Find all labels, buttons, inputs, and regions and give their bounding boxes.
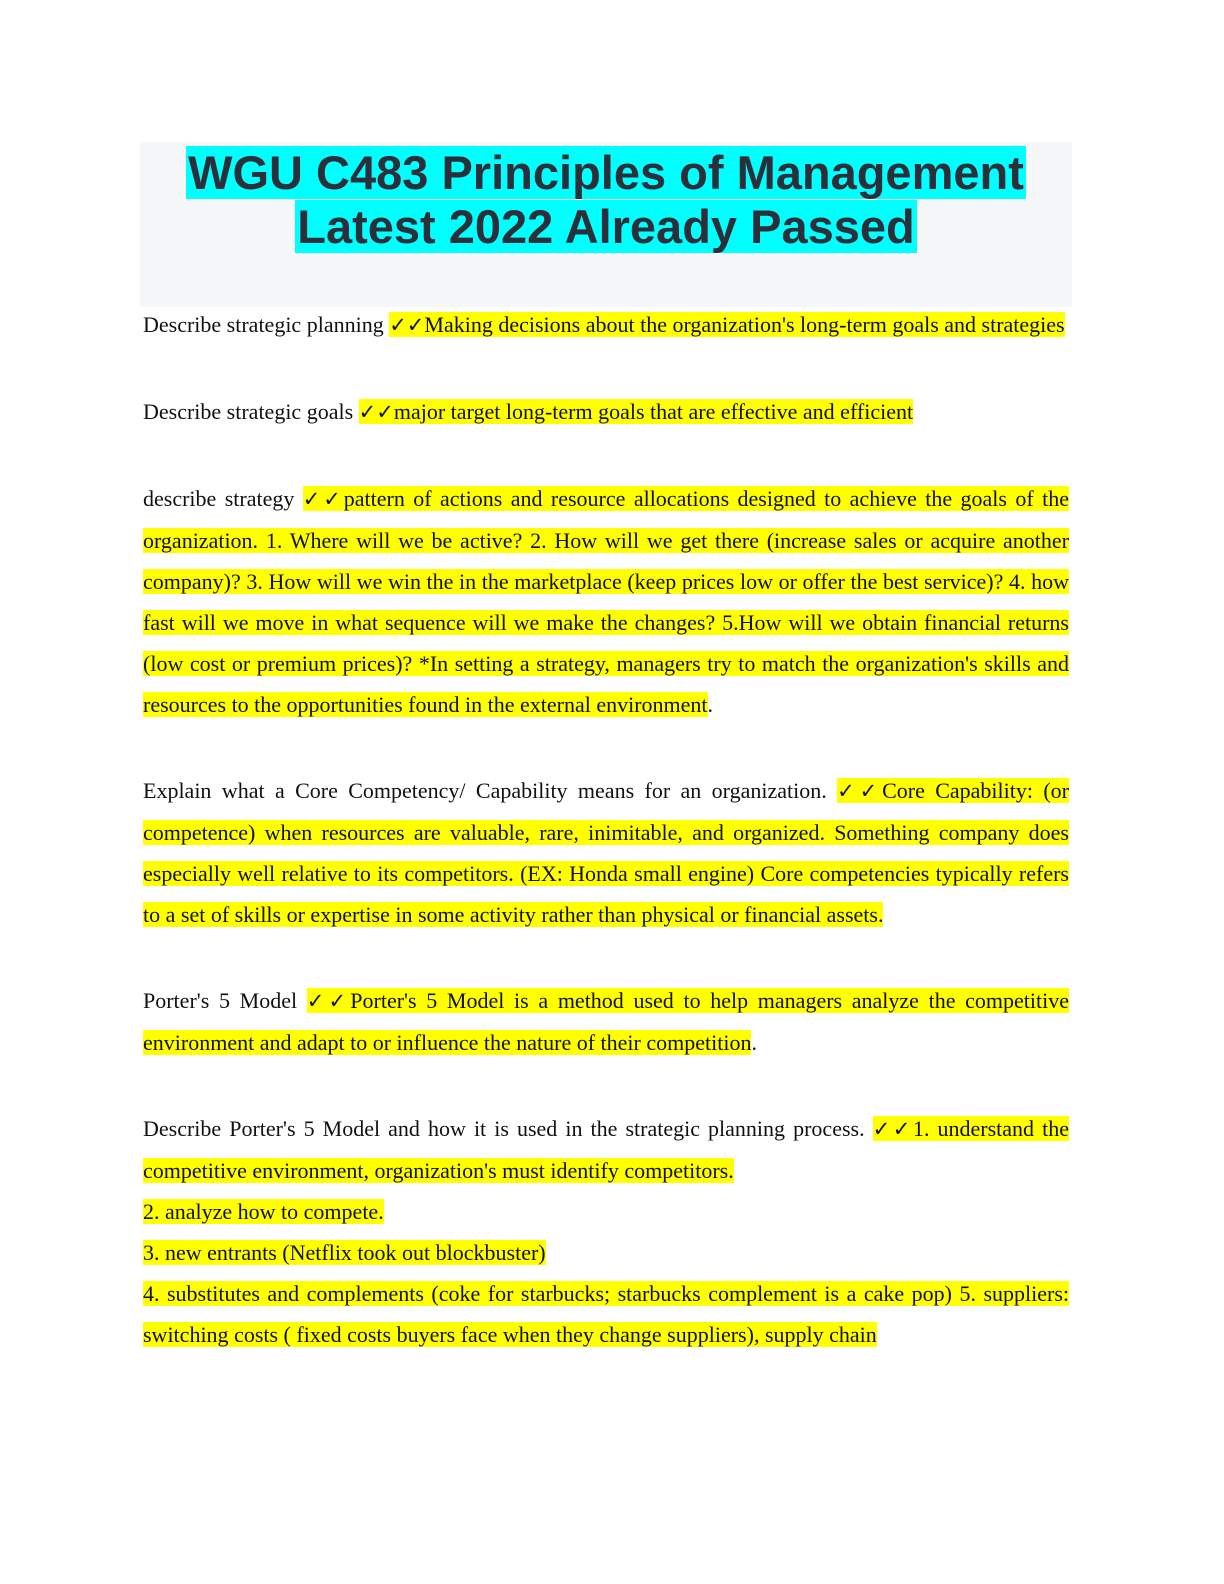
answer-highlight xyxy=(389,312,1064,337)
qa-item xyxy=(143,980,1069,1063)
title-line-2: Latest 2022 Already Passed xyxy=(297,200,915,253)
double-check-icon: ✓✓ xyxy=(302,487,344,511)
title-line-1: WGU C483 Principles of Management xyxy=(188,146,1024,199)
answer-tail: . xyxy=(707,692,714,717)
answer: Porter's 5 Model is a method used to help managers analyze the competitive environment and adapt to or influence the nature of their competition xyxy=(143,988,1070,1055)
title-banner xyxy=(140,142,1072,307)
document-body xyxy=(143,304,1069,1355)
double-check-icon: ✓✓ xyxy=(306,989,351,1013)
question: describe strategy xyxy=(143,486,303,511)
porter-line: 3. new entrants (Netflix took out blockbuster) xyxy=(143,1240,546,1265)
answer: Making decisions about the organization's long-term goals and strategies xyxy=(424,312,1065,337)
answer-highlight xyxy=(359,399,913,424)
double-check-icon: ✓✓ xyxy=(389,313,425,337)
double-check-icon: ✓✓ xyxy=(358,400,394,424)
qa-item xyxy=(143,304,1069,346)
list-item xyxy=(143,1273,1069,1355)
porter-line: 2. analyze how to compete. xyxy=(143,1199,384,1224)
qa-item-porter xyxy=(143,1108,1069,1191)
document-title xyxy=(186,146,1026,254)
answer-tail: . xyxy=(751,1030,757,1055)
question: Describe strategic planning xyxy=(143,312,390,337)
porter-line: 1. understand the competitive environment, organization's must identify competitors. xyxy=(143,1116,1069,1183)
double-check-icon: ✓✓ xyxy=(872,1117,913,1141)
question: Porter's 5 Model xyxy=(143,988,307,1013)
answer-highlight xyxy=(143,486,1069,717)
answer: pattern of actions and resource allocations designed to achieve the goals of the organization. 1. Where will we be active? 2. How will we get there (increase sales or acquire another company)? 3. How will we win the in the marketplace (keep prices low or offer the best service)? 4. how fast will we move in what sequence will we make the changes? 5.How will we obtain financial returns (low cost or premium prices)? *In setting a strategy, managers try to match the organization's skills and resources to the opportunities found in the external environment xyxy=(143,486,1069,717)
list-item xyxy=(143,1232,1069,1273)
list-item xyxy=(143,1191,1069,1232)
qa-item xyxy=(143,391,1069,433)
porter-line: 4. substitutes and complements (coke for starbucks; starbucks complement is a cake pop) 5. suppliers: switching costs ( fixed costs buyers face when they change suppliers), supply chain xyxy=(143,1281,1069,1347)
question: Explain what a Core Competency/ Capability means for an organization. xyxy=(143,778,838,803)
answer: Core Capability: (or competence) when resources are valuable, rare, inimitable, and organized. Something company does especially well relative to its competitors. (EX: Honda small engine) Core competencies typically refers to a set of skills or expertise in some activity rather than physical or financial assets. xyxy=(143,778,1069,927)
answer: major target long-term goals that are effective and efficient xyxy=(393,399,914,424)
question: Describe Porter's 5 Model and how it is used in the strategic planning process. xyxy=(143,1116,873,1141)
qa-item xyxy=(143,478,1069,725)
double-check-icon: ✓✓ xyxy=(837,779,883,803)
qa-item xyxy=(143,770,1069,935)
question: Describe strategic goals xyxy=(143,399,359,424)
